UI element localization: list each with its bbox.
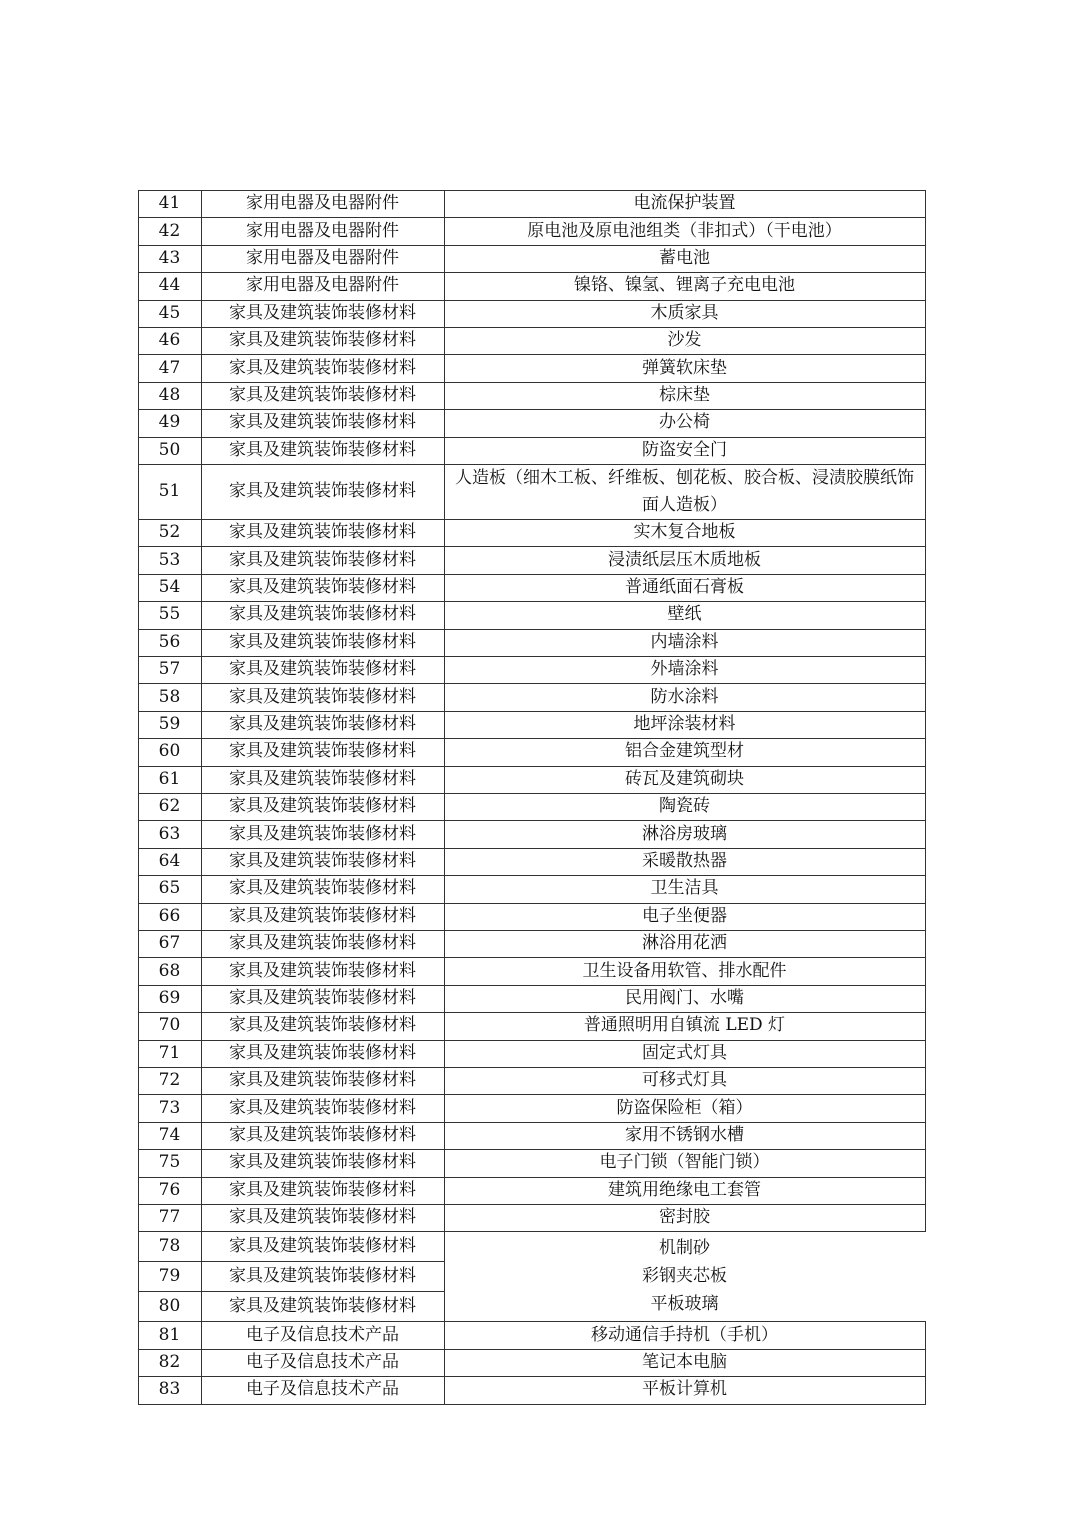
row-divider (138, 546, 925, 547)
table-row (138, 1376, 925, 1403)
product-category: 家用电器及电器附件 (246, 275, 399, 296)
product-category: 家具及建筑装饰装修材料 (229, 357, 416, 378)
row-number: 47 (158, 357, 181, 378)
row-number: 81 (158, 1324, 181, 1345)
row-divider (138, 1321, 925, 1322)
table-row (138, 190, 925, 217)
table-row (138, 793, 925, 820)
product-category: 家具及建筑装饰装修材料 (229, 905, 416, 926)
table-row (138, 409, 925, 436)
product-name: 可移式灯具 (642, 1070, 727, 1091)
product-category: 家具及建筑装饰装修材料 (229, 439, 416, 460)
product-category: 家具及建筑装饰装修材料 (229, 481, 416, 501)
row-divider (138, 245, 925, 246)
row-number: 54 (158, 576, 181, 597)
table-row (138, 1094, 925, 1121)
row-number: 70 (158, 1015, 181, 1036)
product-category: 家具及建筑装饰装修材料 (229, 302, 416, 323)
row-divider (138, 875, 925, 876)
row-number: 83 (158, 1379, 181, 1400)
table-border-right (925, 190, 926, 1232)
product-category: 电子及信息技术产品 (246, 1379, 399, 1400)
row-number: 76 (158, 1179, 181, 1200)
row-divider (138, 574, 925, 575)
product-name: 电子坐便器 (642, 905, 727, 926)
product-name: 外墙涂料 (650, 659, 719, 680)
table-row (138, 327, 925, 354)
table-row (138, 245, 925, 272)
product-name: 办公椅 (659, 412, 710, 433)
table-row (138, 519, 925, 546)
row-divider (138, 409, 925, 410)
product-name: 砖瓦及建筑砌块 (625, 768, 744, 789)
product-name: 彩钢夹芯板 (642, 1266, 727, 1287)
row-number: 45 (158, 302, 181, 323)
table-border-right (925, 1321, 926, 1404)
product-category: 家具及建筑装饰装修材料 (229, 1124, 416, 1145)
product-name: 铝合金建筑型材 (625, 741, 744, 762)
row-divider (138, 1291, 444, 1292)
row-divider (138, 382, 925, 383)
product-name: 实木复合地板 (633, 522, 736, 543)
row-number: 43 (158, 247, 181, 268)
table-row (138, 272, 925, 299)
row-divider (138, 464, 925, 465)
row-divider (138, 1177, 925, 1178)
row-divider (138, 766, 925, 767)
product-category: 电子及信息技术产品 (246, 1351, 399, 1372)
row-divider (138, 300, 925, 301)
column-divider (201, 190, 202, 1405)
product-name: 卫生洁具 (650, 878, 719, 899)
row-divider (138, 711, 925, 712)
product-category: 家具及建筑装饰装修材料 (229, 686, 416, 707)
table-row (138, 1122, 925, 1149)
product-name: 人造板（细木工板、纤维板、刨花板、胶合板、浸渍胶膜纸饰面人造板） (455, 467, 914, 515)
row-number: 72 (158, 1070, 181, 1091)
row-number: 48 (158, 384, 181, 405)
product-name: 防盗安全门 (642, 439, 727, 460)
product-category: 家用电器及电器附件 (246, 220, 399, 241)
table-row (138, 656, 925, 683)
row-number: 68 (158, 960, 181, 981)
table-row (138, 601, 925, 628)
row-divider (138, 1261, 444, 1262)
row-number: 41 (158, 193, 181, 214)
row-divider (138, 683, 925, 684)
product-category: 家具及建筑装饰装修材料 (229, 1097, 416, 1118)
product-name: 地坪涂装材料 (633, 713, 736, 734)
row-divider (138, 1040, 925, 1041)
table-row (138, 766, 925, 793)
row-number: 67 (158, 933, 181, 954)
product-category: 家用电器及电器附件 (246, 247, 399, 268)
table-row (138, 1291, 925, 1321)
row-divider (138, 217, 925, 218)
row-divider (138, 1404, 925, 1405)
product-name: 壁纸 (667, 604, 702, 625)
product-name: 移动通信手持机（手机） (591, 1324, 778, 1345)
product-name: 内墙涂料 (650, 631, 719, 652)
product-name: 家用不锈钢水槽 (625, 1124, 744, 1145)
product-category: 家具及建筑装饰装修材料 (229, 1207, 416, 1228)
row-number: 57 (158, 659, 181, 680)
product-category: 家具及建筑装饰装修材料 (229, 330, 416, 351)
product-category: 家具及建筑装饰装修材料 (229, 796, 416, 817)
product-category: 家具及建筑装饰装修材料 (229, 987, 416, 1008)
row-number: 78 (158, 1235, 181, 1256)
row-number: 62 (158, 796, 181, 817)
row-divider (138, 629, 925, 630)
row-divider (138, 738, 925, 739)
product-name: 沙发 (667, 330, 702, 351)
row-divider (138, 1067, 925, 1068)
row-number: 59 (158, 713, 181, 734)
row-number: 56 (158, 631, 181, 652)
row-number: 53 (158, 549, 181, 570)
product-name: 平板玻璃 (650, 1294, 719, 1315)
row-number: 58 (158, 686, 181, 707)
product-table (138, 190, 925, 1405)
table-row (138, 930, 925, 957)
table-row (138, 1012, 925, 1039)
product-category: 家具及建筑装饰装修材料 (229, 1152, 416, 1173)
product-name: 密封胶 (659, 1207, 710, 1228)
row-divider (138, 1149, 925, 1150)
table-row (138, 875, 925, 902)
product-category: 家具及建筑装饰装修材料 (229, 741, 416, 762)
row-divider (138, 1204, 925, 1205)
product-category: 家用电器及电器附件 (246, 193, 399, 214)
row-divider (138, 327, 925, 328)
row-divider (138, 957, 925, 958)
row-divider (138, 272, 925, 273)
product-category: 家具及建筑装饰装修材料 (229, 768, 416, 789)
table-row (138, 738, 925, 765)
row-number: 44 (158, 275, 181, 296)
product-category: 家具及建筑装饰装修材料 (229, 1179, 416, 1200)
row-number: 74 (158, 1124, 181, 1145)
table-row (138, 1204, 925, 1231)
product-name: 采暖散热器 (642, 850, 727, 871)
row-number: 61 (158, 768, 181, 789)
table-row (138, 464, 925, 519)
product-category: 家具及建筑装饰装修材料 (229, 576, 416, 597)
row-divider (138, 437, 925, 438)
product-category: 家具及建筑装饰装修材料 (229, 659, 416, 680)
product-name: 弹簧软床垫 (642, 357, 727, 378)
row-divider (138, 848, 925, 849)
product-name: 棕床垫 (659, 384, 710, 405)
product-name: 镍铬、镍氢、锂离子充电电池 (574, 275, 795, 296)
table-row (138, 1321, 925, 1348)
row-divider (138, 519, 925, 520)
table-border-left (138, 190, 139, 1405)
row-number: 46 (158, 330, 181, 351)
table-row (138, 629, 925, 656)
product-name: 陶瓷砖 (659, 796, 710, 817)
product-category: 家具及建筑装饰装修材料 (229, 1015, 416, 1036)
row-divider (138, 985, 925, 986)
product-category: 家具及建筑装饰装修材料 (229, 823, 416, 844)
row-number: 82 (158, 1351, 181, 1372)
product-category: 家具及建筑装饰装修材料 (229, 549, 416, 570)
row-number: 69 (158, 987, 181, 1008)
row-divider (138, 656, 925, 657)
table-row (138, 985, 925, 1012)
row-number: 49 (158, 412, 181, 433)
row-divider (138, 1094, 925, 1095)
product-name: 淋浴房玻璃 (642, 823, 727, 844)
row-divider (138, 190, 925, 191)
product-name: 普通纸面石膏板 (625, 576, 744, 597)
product-name: 平板计算机 (642, 1379, 727, 1400)
row-number: 80 (158, 1295, 181, 1316)
table-row (138, 1067, 925, 1094)
table-row (138, 903, 925, 930)
row-number: 51 (158, 481, 181, 501)
row-number: 63 (158, 823, 181, 844)
product-category: 家具及建筑装饰装修材料 (229, 1265, 416, 1286)
product-name: 卫生设备用软管、排水配件 (582, 960, 787, 981)
product-name: 建筑用绝缘电工套管 (608, 1179, 761, 1200)
row-number: 64 (158, 850, 181, 871)
table-row (138, 217, 925, 244)
product-category: 家具及建筑装饰装修材料 (229, 933, 416, 954)
table-row (138, 820, 925, 847)
product-category: 家具及建筑装饰装修材料 (229, 412, 416, 433)
product-category: 家具及建筑装饰装修材料 (229, 878, 416, 899)
product-name: 电流保护装置 (633, 193, 736, 214)
row-divider (138, 1231, 925, 1232)
row-number: 65 (158, 878, 181, 899)
product-name: 防盗保险柜（箱） (616, 1097, 753, 1118)
table-row (138, 546, 925, 573)
row-divider (138, 793, 925, 794)
row-divider (138, 820, 925, 821)
row-divider (138, 1012, 925, 1013)
row-divider (138, 903, 925, 904)
column-divider (444, 190, 445, 1405)
product-category: 家具及建筑装饰装修材料 (229, 631, 416, 652)
product-name: 木质家具 (650, 302, 719, 323)
product-name: 蓄电池 (659, 247, 710, 268)
product-name: 淋浴用花洒 (642, 933, 727, 954)
table-row (138, 1261, 925, 1291)
product-category: 家具及建筑装饰装修材料 (229, 1042, 416, 1063)
row-divider (138, 354, 925, 355)
row-number: 73 (158, 1097, 181, 1118)
product-category: 家具及建筑装饰装修材料 (229, 384, 416, 405)
product-name: 电子门锁（智能门锁） (599, 1152, 770, 1173)
table-row (138, 848, 925, 875)
row-number: 50 (158, 439, 181, 460)
product-category: 家具及建筑装饰装修材料 (229, 1070, 416, 1091)
table-row (138, 1149, 925, 1176)
row-number: 79 (158, 1265, 181, 1286)
row-number: 52 (158, 522, 181, 543)
product-category: 电子及信息技术产品 (246, 1324, 399, 1345)
table-row (138, 683, 925, 710)
product-category: 家具及建筑装饰装修材料 (229, 713, 416, 734)
table-row (138, 1040, 925, 1067)
product-name: 笔记本电脑 (642, 1351, 727, 1372)
row-number: 55 (158, 604, 181, 625)
product-name: 原电池及原电池组类（非扣式）（干电池） (527, 220, 842, 241)
row-divider (138, 1376, 925, 1377)
product-name: 普通照明用自镇流 LED 灯 (583, 1015, 786, 1036)
product-name: 机制砂 (659, 1238, 710, 1259)
row-divider (138, 930, 925, 931)
table-row (138, 574, 925, 601)
row-number: 66 (158, 905, 181, 926)
row-number: 71 (158, 1042, 181, 1063)
table-row (138, 1231, 925, 1261)
row-number: 60 (158, 741, 181, 762)
row-divider (138, 1122, 925, 1123)
table-row (138, 300, 925, 327)
product-category: 家具及建筑装饰装修材料 (229, 522, 416, 543)
table-row (138, 354, 925, 381)
table-row (138, 1349, 925, 1376)
row-number: 75 (158, 1152, 181, 1173)
product-name: 固定式灯具 (642, 1042, 727, 1063)
table-row (138, 1177, 925, 1204)
product-category: 家具及建筑装饰装修材料 (229, 604, 416, 625)
product-name: 防水涂料 (650, 686, 719, 707)
row-divider (138, 1349, 925, 1350)
table-row (138, 711, 925, 738)
product-category: 家具及建筑装饰装修材料 (229, 960, 416, 981)
row-number: 42 (158, 220, 181, 241)
product-category: 家具及建筑装饰装修材料 (229, 1295, 416, 1316)
product-category: 家具及建筑装饰装修材料 (229, 850, 416, 871)
row-number: 77 (158, 1207, 181, 1228)
table-row (138, 437, 925, 464)
table-row (138, 382, 925, 409)
product-name: 民用阀门、水嘴 (625, 987, 744, 1008)
table-row (138, 957, 925, 984)
row-divider (138, 601, 925, 602)
product-category: 家具及建筑装饰装修材料 (229, 1235, 416, 1256)
product-name: 浸渍纸层压木质地板 (608, 549, 761, 570)
